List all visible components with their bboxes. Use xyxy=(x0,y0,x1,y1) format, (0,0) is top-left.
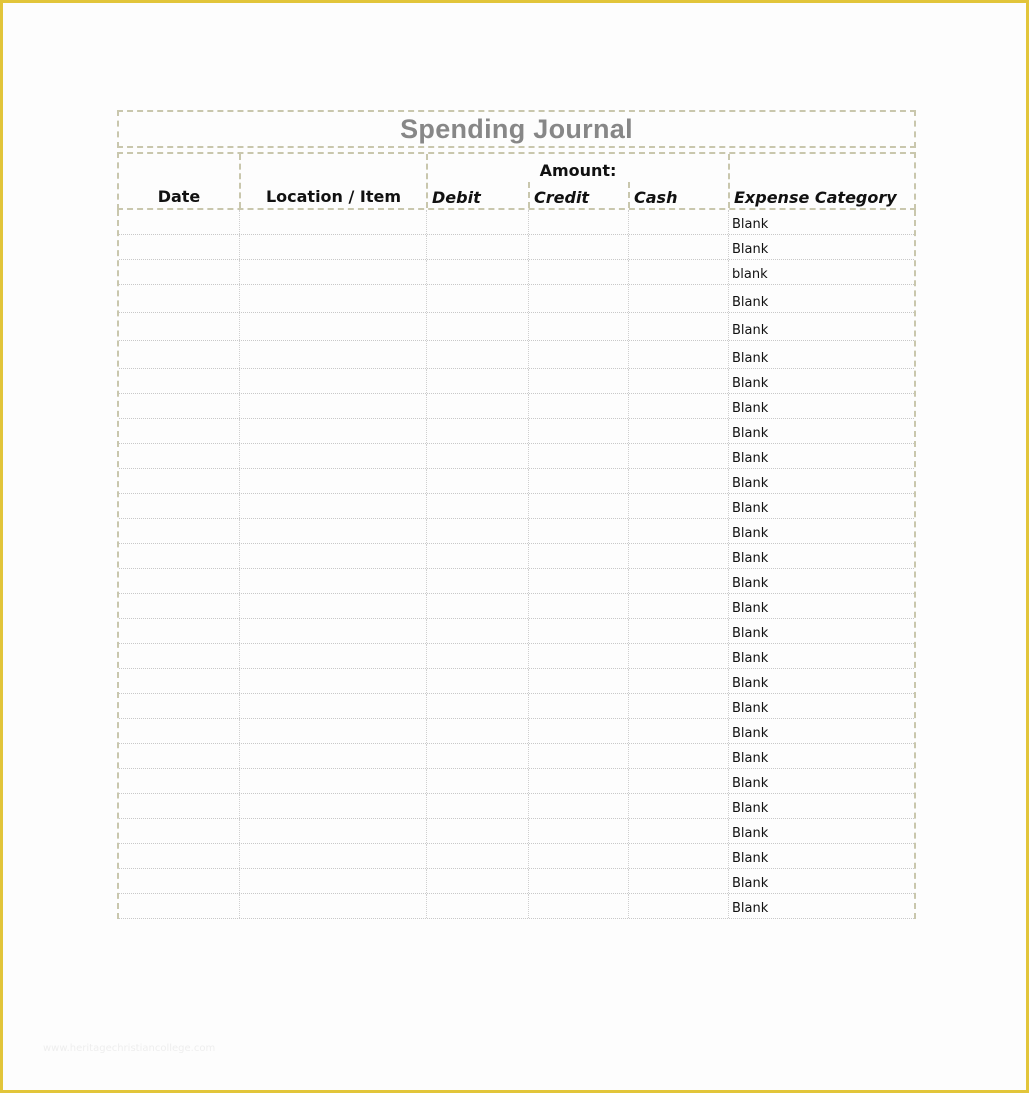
cash-cell[interactable] xyxy=(629,894,729,918)
cash-cell[interactable] xyxy=(629,794,729,818)
category-cell[interactable] xyxy=(729,469,914,493)
category-text: Blank xyxy=(732,576,769,591)
date-cell[interactable] xyxy=(119,594,240,618)
category-text: Blank xyxy=(732,426,769,441)
credit-cell[interactable] xyxy=(529,644,629,668)
location-cell[interactable] xyxy=(240,844,427,868)
debit-cell[interactable] xyxy=(427,469,529,493)
header-date xyxy=(119,154,239,208)
category-text: Blank xyxy=(732,801,769,816)
location-cell[interactable] xyxy=(240,869,427,893)
category-text: Blank xyxy=(732,701,769,716)
category-cell[interactable] xyxy=(729,744,914,768)
date-cell[interactable] xyxy=(119,285,240,312)
table-row xyxy=(119,313,914,341)
cash-cell[interactable] xyxy=(629,444,729,468)
credit-cell[interactable] xyxy=(529,444,629,468)
credit-cell[interactable] xyxy=(529,694,629,718)
cash-cell[interactable] xyxy=(629,644,729,668)
category-text: Blank xyxy=(732,876,769,891)
header-category xyxy=(730,154,914,208)
location-cell[interactable] xyxy=(240,694,427,718)
header-date-label: Date xyxy=(157,187,201,206)
date-cell[interactable] xyxy=(119,694,240,718)
category-cell[interactable] xyxy=(729,544,914,568)
cash-cell[interactable] xyxy=(629,594,729,618)
date-cell[interactable] xyxy=(119,494,240,518)
debit-cell[interactable] xyxy=(427,494,529,518)
cash-cell[interactable] xyxy=(629,494,729,518)
category-cell[interactable] xyxy=(729,894,914,918)
debit-cell[interactable] xyxy=(427,444,529,468)
category-text: Blank xyxy=(732,376,769,391)
cash-cell[interactable] xyxy=(629,819,729,843)
credit-cell[interactable] xyxy=(529,569,629,593)
cash-cell[interactable] xyxy=(629,719,729,743)
category-text: Blank xyxy=(732,601,769,616)
date-cell[interactable] xyxy=(119,894,240,918)
category-cell[interactable] xyxy=(729,819,914,843)
date-cell[interactable] xyxy=(119,444,240,468)
cash-cell[interactable] xyxy=(629,313,729,340)
table-row xyxy=(119,794,914,819)
location-cell[interactable] xyxy=(240,419,427,443)
date-cell[interactable] xyxy=(119,569,240,593)
credit-cell[interactable] xyxy=(529,794,629,818)
cash-cell[interactable] xyxy=(629,844,729,868)
location-cell[interactable] xyxy=(240,394,427,418)
location-cell[interactable] xyxy=(240,644,427,668)
page-title: Spending Journal xyxy=(400,113,633,144)
location-cell[interactable] xyxy=(240,769,427,793)
category-text: Blank xyxy=(732,826,769,841)
category-text: Blank xyxy=(732,551,769,566)
table-row xyxy=(119,719,914,744)
category-text: Blank xyxy=(732,351,769,366)
credit-cell[interactable] xyxy=(529,313,629,340)
credit-cell[interactable] xyxy=(529,260,629,284)
cash-cell[interactable] xyxy=(629,469,729,493)
category-text: Blank xyxy=(732,323,769,338)
header-cash xyxy=(630,154,728,208)
table-row xyxy=(119,494,914,519)
credit-cell[interactable] xyxy=(529,819,629,843)
category-cell[interactable] xyxy=(729,644,914,668)
category-cell[interactable] xyxy=(729,444,914,468)
table-row xyxy=(119,894,914,919)
debit-cell[interactable] xyxy=(427,669,529,693)
debit-cell[interactable] xyxy=(427,819,529,843)
table-row xyxy=(119,744,914,769)
date-cell[interactable] xyxy=(119,469,240,493)
credit-cell[interactable] xyxy=(529,394,629,418)
category-cell[interactable] xyxy=(729,419,914,443)
credit-cell[interactable] xyxy=(529,544,629,568)
location-cell[interactable] xyxy=(240,313,427,340)
location-cell[interactable] xyxy=(240,235,427,259)
debit-cell[interactable] xyxy=(427,594,529,618)
category-cell[interactable] xyxy=(729,844,914,868)
category-cell[interactable] xyxy=(729,369,914,393)
credit-cell[interactable] xyxy=(529,519,629,543)
date-cell[interactable] xyxy=(119,419,240,443)
credit-cell[interactable] xyxy=(529,235,629,259)
table-row xyxy=(119,369,914,394)
debit-cell[interactable] xyxy=(427,394,529,418)
table-row xyxy=(119,869,914,894)
cash-cell[interactable] xyxy=(629,235,729,259)
table-row xyxy=(119,819,914,844)
cash-cell[interactable] xyxy=(629,394,729,418)
table-header xyxy=(117,152,916,210)
date-cell[interactable] xyxy=(119,235,240,259)
debit-cell[interactable] xyxy=(427,260,529,284)
table-row xyxy=(119,669,914,694)
date-cell[interactable] xyxy=(119,844,240,868)
category-text: Blank xyxy=(732,651,769,666)
date-cell[interactable] xyxy=(119,519,240,543)
cash-cell[interactable] xyxy=(629,544,729,568)
debit-cell[interactable] xyxy=(427,419,529,443)
debit-cell[interactable] xyxy=(427,519,529,543)
category-text: Blank xyxy=(732,242,769,257)
location-cell[interactable] xyxy=(240,544,427,568)
cash-cell[interactable] xyxy=(629,769,729,793)
cash-cell[interactable] xyxy=(629,285,729,312)
debit-cell[interactable] xyxy=(427,694,529,718)
date-cell[interactable] xyxy=(119,669,240,693)
category-text: Blank xyxy=(732,217,769,232)
cash-cell[interactable] xyxy=(629,419,729,443)
location-cell[interactable] xyxy=(240,894,427,918)
debit-cell[interactable] xyxy=(427,313,529,340)
category-text: Blank xyxy=(732,726,769,741)
credit-cell[interactable] xyxy=(529,210,629,234)
table-row xyxy=(119,844,914,869)
location-cell[interactable] xyxy=(240,569,427,593)
credit-cell[interactable] xyxy=(529,769,629,793)
table-row xyxy=(119,444,914,469)
location-cell[interactable] xyxy=(240,519,427,543)
credit-cell[interactable] xyxy=(529,719,629,743)
header-debit xyxy=(428,154,528,208)
table-row xyxy=(119,569,914,594)
table-row xyxy=(119,469,914,494)
category-cell[interactable] xyxy=(729,519,914,543)
cash-cell[interactable] xyxy=(629,619,729,643)
date-cell[interactable] xyxy=(119,719,240,743)
debit-cell[interactable] xyxy=(427,285,529,312)
cash-cell[interactable] xyxy=(629,341,729,368)
credit-cell[interactable] xyxy=(529,369,629,393)
location-cell[interactable] xyxy=(240,669,427,693)
category-text: Blank xyxy=(732,851,769,866)
header-credit-label: Credit xyxy=(534,188,590,207)
date-cell[interactable] xyxy=(119,369,240,393)
header-location xyxy=(241,154,426,208)
category-cell[interactable] xyxy=(729,594,914,618)
category-text: Blank xyxy=(732,776,769,791)
date-cell[interactable] xyxy=(119,260,240,284)
header-cash-label: Cash xyxy=(634,188,678,207)
header-amount-label: Amount: xyxy=(539,161,617,180)
cash-cell[interactable] xyxy=(629,869,729,893)
cash-cell[interactable] xyxy=(629,260,729,284)
cash-cell[interactable] xyxy=(629,694,729,718)
category-cell[interactable] xyxy=(729,794,914,818)
journal-rows xyxy=(117,210,916,919)
category-cell[interactable] xyxy=(729,210,914,234)
location-cell[interactable] xyxy=(240,719,427,743)
date-cell[interactable] xyxy=(119,794,240,818)
debit-cell[interactable] xyxy=(427,869,529,893)
date-cell[interactable] xyxy=(119,341,240,368)
location-cell[interactable] xyxy=(240,369,427,393)
location-cell[interactable] xyxy=(240,444,427,468)
table-row xyxy=(119,285,914,313)
credit-cell[interactable] xyxy=(529,469,629,493)
location-cell[interactable] xyxy=(240,819,427,843)
category-cell[interactable] xyxy=(729,769,914,793)
table-row xyxy=(119,694,914,719)
date-cell[interactable] xyxy=(119,544,240,568)
credit-cell[interactable] xyxy=(529,744,629,768)
category-text: Blank xyxy=(732,676,769,691)
category-cell[interactable] xyxy=(729,619,914,643)
debit-cell[interactable] xyxy=(427,844,529,868)
location-cell[interactable] xyxy=(240,794,427,818)
header-category-label: Expense Category xyxy=(734,188,897,207)
debit-cell[interactable] xyxy=(427,794,529,818)
table-row xyxy=(119,394,914,419)
date-cell[interactable] xyxy=(119,394,240,418)
category-text: Blank xyxy=(732,295,769,310)
table-row xyxy=(119,769,914,794)
date-cell[interactable] xyxy=(119,744,240,768)
debit-cell[interactable] xyxy=(427,369,529,393)
cash-cell[interactable] xyxy=(629,369,729,393)
debit-cell[interactable] xyxy=(427,744,529,768)
date-cell[interactable] xyxy=(119,819,240,843)
table-row xyxy=(119,341,914,369)
watermark: www.heritagechristiancollege.com xyxy=(43,1043,216,1054)
date-cell[interactable] xyxy=(119,769,240,793)
category-cell[interactable] xyxy=(729,394,914,418)
category-cell[interactable] xyxy=(729,494,914,518)
category-cell[interactable] xyxy=(729,235,914,259)
category-text: Blank xyxy=(732,501,769,516)
table-row xyxy=(119,210,914,235)
category-cell[interactable] xyxy=(729,341,914,368)
debit-cell[interactable] xyxy=(427,644,529,668)
category-text: Blank xyxy=(732,626,769,641)
debit-cell[interactable] xyxy=(427,619,529,643)
category-cell[interactable] xyxy=(729,313,914,340)
credit-cell[interactable] xyxy=(529,669,629,693)
credit-cell[interactable] xyxy=(529,594,629,618)
category-text: Blank xyxy=(732,476,769,491)
category-cell[interactable] xyxy=(729,285,914,312)
category-cell[interactable] xyxy=(729,694,914,718)
credit-cell[interactable] xyxy=(529,419,629,443)
category-text: blank xyxy=(732,267,768,282)
credit-cell[interactable] xyxy=(529,285,629,312)
debit-cell[interactable] xyxy=(427,769,529,793)
category-text: Blank xyxy=(732,901,769,916)
header-location-label: Location / Item xyxy=(265,187,402,206)
table-row xyxy=(119,519,914,544)
credit-cell[interactable] xyxy=(529,619,629,643)
header-debit-label: Debit xyxy=(432,188,481,207)
table-row xyxy=(119,594,914,619)
table-row xyxy=(119,260,914,285)
table-row xyxy=(119,644,914,669)
debit-cell[interactable] xyxy=(427,719,529,743)
category-text: Blank xyxy=(732,526,769,541)
date-cell[interactable] xyxy=(119,210,240,234)
location-cell[interactable] xyxy=(240,260,427,284)
category-text: Blank xyxy=(732,401,769,416)
spending-journal-sheet xyxy=(117,110,916,919)
title-box xyxy=(117,110,916,148)
credit-cell[interactable] xyxy=(529,494,629,518)
category-cell[interactable] xyxy=(729,719,914,743)
location-cell[interactable] xyxy=(240,285,427,312)
date-cell[interactable] xyxy=(119,644,240,668)
location-cell[interactable] xyxy=(240,210,427,234)
debit-cell[interactable] xyxy=(427,544,529,568)
location-cell[interactable] xyxy=(240,744,427,768)
cash-cell[interactable] xyxy=(629,569,729,593)
credit-cell[interactable] xyxy=(529,869,629,893)
cash-cell[interactable] xyxy=(629,744,729,768)
header-credit xyxy=(530,154,630,208)
table-row xyxy=(119,619,914,644)
category-text: Blank xyxy=(732,751,769,766)
table-row xyxy=(119,544,914,569)
location-cell[interactable] xyxy=(240,619,427,643)
category-cell[interactable] xyxy=(729,260,914,284)
debit-cell[interactable] xyxy=(427,235,529,259)
debit-cell[interactable] xyxy=(427,341,529,368)
cash-cell[interactable] xyxy=(629,519,729,543)
category-text: Blank xyxy=(732,451,769,466)
table-row xyxy=(119,235,914,260)
date-cell[interactable] xyxy=(119,619,240,643)
date-cell[interactable] xyxy=(119,313,240,340)
category-cell[interactable] xyxy=(729,869,914,893)
location-cell[interactable] xyxy=(240,469,427,493)
debit-cell[interactable] xyxy=(427,569,529,593)
credit-cell[interactable] xyxy=(529,844,629,868)
credit-cell[interactable] xyxy=(529,341,629,368)
debit-cell[interactable] xyxy=(427,894,529,918)
category-cell[interactable] xyxy=(729,669,914,693)
debit-cell[interactable] xyxy=(427,210,529,234)
cash-cell[interactable] xyxy=(629,210,729,234)
location-cell[interactable] xyxy=(240,494,427,518)
credit-cell[interactable] xyxy=(529,894,629,918)
table-row xyxy=(119,419,914,444)
category-cell[interactable] xyxy=(729,569,914,593)
location-cell[interactable] xyxy=(240,341,427,368)
date-cell[interactable] xyxy=(119,869,240,893)
cash-cell[interactable] xyxy=(629,669,729,693)
location-cell[interactable] xyxy=(240,594,427,618)
